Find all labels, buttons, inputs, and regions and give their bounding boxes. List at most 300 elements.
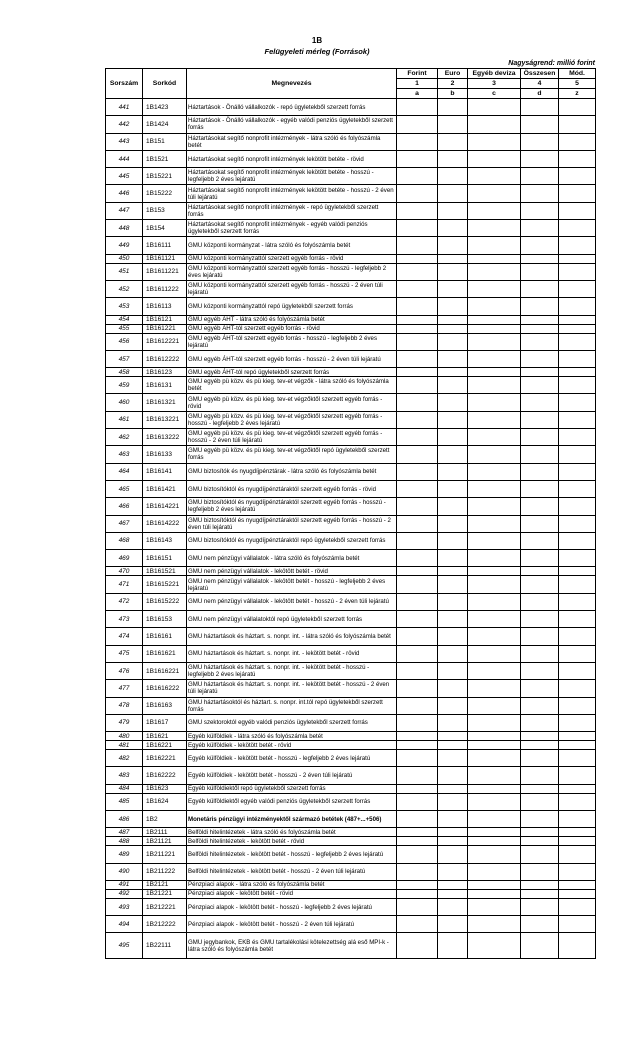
value-cell-total[interactable]: [521, 446, 559, 463]
value-cell-euro[interactable]: [438, 828, 468, 837]
value-cell-total[interactable]: [521, 220, 559, 237]
value-cell-euro[interactable]: [438, 645, 468, 662]
value-cell-total[interactable]: [521, 750, 559, 767]
value-cell-total[interactable]: [521, 333, 559, 350]
value-cell-total[interactable]: [521, 150, 559, 167]
value-cell-euro[interactable]: [438, 377, 468, 394]
value-cell-forint[interactable]: [397, 377, 438, 394]
value-cell-euro[interactable]: [438, 280, 468, 297]
value-cell-forint[interactable]: [397, 394, 438, 411]
row-code: 1B162221: [143, 750, 187, 767]
value-cell-mod[interactable]: [559, 429, 596, 446]
value-cell-forint[interactable]: [397, 515, 438, 532]
value-cell-total[interactable]: [521, 880, 559, 889]
value-cell-total[interactable]: [521, 810, 559, 827]
value-cell-forint[interactable]: [397, 202, 438, 219]
value-cell-total[interactable]: [521, 680, 559, 697]
value-cell-other-currency[interactable]: [468, 150, 521, 167]
value-cell-forint[interactable]: [397, 714, 438, 731]
row-number: 495: [106, 933, 143, 959]
value-cell-forint[interactable]: [397, 567, 438, 576]
value-cell-mod[interactable]: [559, 550, 596, 567]
value-cell-forint[interactable]: [397, 150, 438, 167]
value-cell-forint[interactable]: [397, 611, 438, 628]
value-cell-other-currency[interactable]: [468, 880, 521, 889]
value-cell-euro[interactable]: [438, 898, 468, 915]
value-cell-total[interactable]: [521, 429, 559, 446]
value-cell-mod[interactable]: [559, 411, 596, 428]
value-cell-forint[interactable]: [397, 784, 438, 793]
value-cell-total[interactable]: [521, 298, 559, 315]
row-number: 457: [106, 350, 143, 367]
value-cell-forint[interactable]: [397, 793, 438, 810]
value-cell-other-currency[interactable]: [468, 846, 521, 863]
value-cell-mod[interactable]: [559, 446, 596, 463]
value-cell-forint[interactable]: [397, 133, 438, 150]
value-cell-forint[interactable]: [397, 880, 438, 889]
value-cell-other-currency[interactable]: [468, 315, 521, 324]
value-cell-forint[interactable]: [397, 463, 438, 480]
value-cell-euro[interactable]: [438, 150, 468, 167]
value-cell-total[interactable]: [521, 662, 559, 679]
value-cell-mod[interactable]: [559, 463, 596, 480]
col-header-euro: Euro: [438, 69, 468, 79]
value-cell-total[interactable]: [521, 133, 559, 150]
row-code: 1B16141: [143, 463, 187, 480]
value-cell-euro[interactable]: [438, 220, 468, 237]
value-cell-euro[interactable]: [438, 350, 468, 367]
value-cell-other-currency[interactable]: [468, 576, 521, 593]
value-cell-mod[interactable]: [559, 662, 596, 679]
value-cell-other-currency[interactable]: [468, 793, 521, 810]
value-cell-other-currency[interactable]: [468, 593, 521, 610]
value-cell-forint[interactable]: [397, 593, 438, 610]
value-cell-forint[interactable]: [397, 662, 438, 679]
value-cell-euro[interactable]: [438, 315, 468, 324]
value-cell-mod[interactable]: [559, 254, 596, 263]
value-cell-forint[interactable]: [397, 889, 438, 898]
value-cell-other-currency[interactable]: [468, 429, 521, 446]
row-description: GMU háztartások és háztart. s. nonpr. int. - lekötött betét - rövid: [187, 645, 397, 662]
value-cell-euro[interactable]: [438, 846, 468, 863]
value-cell-forint[interactable]: [397, 333, 438, 350]
table-row: [106, 185, 596, 202]
value-cell-other-currency[interactable]: [468, 532, 521, 549]
value-cell-other-currency[interactable]: [468, 202, 521, 219]
value-cell-other-currency[interactable]: [468, 220, 521, 237]
table-row: [106, 515, 596, 532]
value-cell-forint[interactable]: [397, 254, 438, 263]
value-cell-total[interactable]: [521, 463, 559, 480]
value-cell-mod[interactable]: [559, 515, 596, 532]
value-cell-euro[interactable]: [438, 324, 468, 333]
row-code: 1B1613221: [143, 411, 187, 428]
value-cell-forint[interactable]: [397, 298, 438, 315]
row-description: GMU központi kormányzattól repó ügyletekből szerzett forrás: [187, 298, 397, 315]
value-cell-forint[interactable]: [397, 99, 438, 116]
value-cell-forint[interactable]: [397, 576, 438, 593]
row-code: 1B1611222: [143, 280, 187, 297]
value-cell-euro[interactable]: [438, 567, 468, 576]
value-cell-mod[interactable]: [559, 697, 596, 714]
value-cell-forint[interactable]: [397, 168, 438, 185]
value-cell-mod[interactable]: [559, 532, 596, 549]
value-cell-forint[interactable]: [397, 741, 438, 750]
value-cell-other-currency[interactable]: [468, 697, 521, 714]
value-cell-euro[interactable]: [438, 741, 468, 750]
value-cell-euro[interactable]: [438, 99, 468, 116]
value-cell-total[interactable]: [521, 498, 559, 515]
value-cell-other-currency[interactable]: [468, 263, 521, 280]
value-cell-total[interactable]: [521, 280, 559, 297]
value-cell-total[interactable]: [521, 767, 559, 784]
value-cell-mod[interactable]: [559, 714, 596, 731]
value-cell-total[interactable]: [521, 611, 559, 628]
value-cell-euro[interactable]: [438, 863, 468, 880]
value-cell-euro[interactable]: [438, 116, 468, 133]
value-cell-forint[interactable]: [397, 697, 438, 714]
value-cell-euro[interactable]: [438, 498, 468, 515]
row-description: Belföldi hitelintézetek - látra szóló és folyószámla betét: [187, 828, 397, 837]
value-cell-mod[interactable]: [559, 202, 596, 219]
value-cell-other-currency[interactable]: [468, 680, 521, 697]
value-cell-forint[interactable]: [397, 933, 438, 959]
value-cell-mod[interactable]: [559, 898, 596, 915]
value-cell-mod[interactable]: [559, 846, 596, 863]
row-number: 469: [106, 550, 143, 567]
value-cell-mod[interactable]: [559, 889, 596, 898]
value-cell-total[interactable]: [521, 550, 559, 567]
value-cell-other-currency[interactable]: [468, 784, 521, 793]
value-cell-forint[interactable]: [397, 185, 438, 202]
value-cell-euro[interactable]: [438, 368, 468, 377]
value-cell-mod[interactable]: [559, 741, 596, 750]
value-cell-total[interactable]: [521, 628, 559, 645]
value-cell-euro[interactable]: [438, 628, 468, 645]
value-cell-other-currency[interactable]: [468, 350, 521, 367]
value-cell-other-currency[interactable]: [468, 741, 521, 750]
value-cell-mod[interactable]: [559, 220, 596, 237]
value-cell-mod[interactable]: [559, 732, 596, 741]
value-cell-euro[interactable]: [438, 185, 468, 202]
value-cell-forint[interactable]: [397, 324, 438, 333]
value-cell-total[interactable]: [521, 714, 559, 731]
value-cell-total[interactable]: [521, 697, 559, 714]
value-cell-other-currency[interactable]: [468, 662, 521, 679]
value-cell-mod[interactable]: [559, 933, 596, 959]
value-cell-mod[interactable]: [559, 333, 596, 350]
value-cell-forint[interactable]: [397, 837, 438, 846]
value-cell-other-currency[interactable]: [468, 567, 521, 576]
value-cell-other-currency[interactable]: [468, 515, 521, 532]
value-cell-other-currency[interactable]: [468, 611, 521, 628]
value-cell-forint[interactable]: [397, 263, 438, 280]
value-cell-mod[interactable]: [559, 377, 596, 394]
value-cell-euro[interactable]: [438, 133, 468, 150]
value-cell-other-currency[interactable]: [468, 628, 521, 645]
value-cell-euro[interactable]: [438, 732, 468, 741]
value-cell-mod[interactable]: [559, 133, 596, 150]
value-cell-mod[interactable]: [559, 237, 596, 254]
value-cell-euro[interactable]: [438, 933, 468, 959]
value-cell-mod[interactable]: [559, 645, 596, 662]
value-cell-mod[interactable]: [559, 315, 596, 324]
value-cell-euro[interactable]: [438, 254, 468, 263]
row-code: 1B211222: [143, 863, 187, 880]
value-cell-mod[interactable]: [559, 280, 596, 297]
value-cell-mod[interactable]: [559, 750, 596, 767]
value-cell-forint[interactable]: [397, 315, 438, 324]
value-cell-other-currency[interactable]: [468, 714, 521, 731]
value-cell-forint[interactable]: [397, 732, 438, 741]
value-cell-forint[interactable]: [397, 498, 438, 515]
value-cell-mod[interactable]: [559, 567, 596, 576]
value-cell-forint[interactable]: [397, 116, 438, 133]
value-cell-other-currency[interactable]: [468, 168, 521, 185]
value-cell-total[interactable]: [521, 254, 559, 263]
value-cell-total[interactable]: [521, 846, 559, 863]
value-cell-other-currency[interactable]: [468, 898, 521, 915]
value-cell-total[interactable]: [521, 394, 559, 411]
value-cell-forint[interactable]: [397, 645, 438, 662]
value-cell-total[interactable]: [521, 889, 559, 898]
value-cell-forint[interactable]: [397, 220, 438, 237]
value-cell-mod[interactable]: [559, 368, 596, 377]
value-cell-euro[interactable]: [438, 680, 468, 697]
value-cell-forint[interactable]: [397, 863, 438, 880]
value-cell-euro[interactable]: [438, 446, 468, 463]
value-cell-mod[interactable]: [559, 298, 596, 315]
value-cell-euro[interactable]: [438, 333, 468, 350]
row-number: 454: [106, 315, 143, 324]
value-cell-forint[interactable]: [397, 916, 438, 933]
value-cell-mod[interactable]: [559, 837, 596, 846]
value-cell-mod[interactable]: [559, 350, 596, 367]
value-cell-other-currency[interactable]: [468, 411, 521, 428]
value-cell-mod[interactable]: [559, 498, 596, 515]
row-description: GMU biztosítók és nyugdíjpénztárak - látra szóló és folyószámla betét: [187, 463, 397, 480]
value-cell-other-currency[interactable]: [468, 645, 521, 662]
value-cell-mod[interactable]: [559, 767, 596, 784]
value-cell-mod[interactable]: [559, 880, 596, 889]
value-cell-forint[interactable]: [397, 828, 438, 837]
table-row: [106, 863, 596, 880]
value-cell-other-currency[interactable]: [468, 828, 521, 837]
value-cell-other-currency[interactable]: [468, 237, 521, 254]
value-cell-other-currency[interactable]: [468, 810, 521, 827]
value-cell-other-currency[interactable]: [468, 837, 521, 846]
value-cell-other-currency[interactable]: [468, 933, 521, 959]
value-cell-euro[interactable]: [438, 750, 468, 767]
value-cell-total[interactable]: [521, 837, 559, 846]
value-cell-total[interactable]: [521, 202, 559, 219]
value-cell-euro[interactable]: [438, 394, 468, 411]
value-cell-total[interactable]: [521, 368, 559, 377]
value-cell-total[interactable]: [521, 863, 559, 880]
value-cell-forint[interactable]: [397, 750, 438, 767]
value-cell-total[interactable]: [521, 916, 559, 933]
value-cell-total[interactable]: [521, 263, 559, 280]
value-cell-euro[interactable]: [438, 480, 468, 497]
value-cell-mod[interactable]: [559, 810, 596, 827]
value-cell-forint[interactable]: [397, 810, 438, 827]
value-cell-total[interactable]: [521, 732, 559, 741]
value-cell-other-currency[interactable]: [468, 116, 521, 133]
value-cell-other-currency[interactable]: [468, 498, 521, 515]
value-cell-mod[interactable]: [559, 324, 596, 333]
value-cell-forint[interactable]: [397, 368, 438, 377]
value-cell-euro[interactable]: [438, 429, 468, 446]
value-cell-forint[interactable]: [397, 532, 438, 549]
value-cell-euro[interactable]: [438, 714, 468, 731]
value-cell-total[interactable]: [521, 741, 559, 750]
value-cell-other-currency[interactable]: [468, 480, 521, 497]
value-cell-euro[interactable]: [438, 298, 468, 315]
row-description: Pénzpiaci alapok - lekötött betét - hosszú - 2 éven túli lejáratú: [187, 916, 397, 933]
value-cell-other-currency[interactable]: [468, 185, 521, 202]
value-cell-other-currency[interactable]: [468, 889, 521, 898]
row-code: 1B1521: [143, 150, 187, 167]
value-cell-mod[interactable]: [559, 394, 596, 411]
value-cell-total[interactable]: [521, 185, 559, 202]
value-cell-forint[interactable]: [397, 237, 438, 254]
value-cell-euro[interactable]: [438, 916, 468, 933]
value-cell-mod[interactable]: [559, 150, 596, 167]
value-cell-mod[interactable]: [559, 784, 596, 793]
value-cell-forint[interactable]: [397, 628, 438, 645]
value-cell-mod[interactable]: [559, 628, 596, 645]
value-cell-other-currency[interactable]: [468, 750, 521, 767]
value-cell-euro[interactable]: [438, 576, 468, 593]
value-cell-euro[interactable]: [438, 237, 468, 254]
value-cell-total[interactable]: [521, 532, 559, 549]
value-cell-forint[interactable]: [397, 846, 438, 863]
value-cell-mod[interactable]: [559, 611, 596, 628]
value-cell-other-currency[interactable]: [468, 550, 521, 567]
value-cell-mod[interactable]: [559, 99, 596, 116]
value-cell-other-currency[interactable]: [468, 368, 521, 377]
value-cell-total[interactable]: [521, 411, 559, 428]
value-cell-total[interactable]: [521, 898, 559, 915]
value-cell-total[interactable]: [521, 168, 559, 185]
value-cell-euro[interactable]: [438, 810, 468, 827]
value-cell-mod[interactable]: [559, 863, 596, 880]
value-cell-total[interactable]: [521, 324, 559, 333]
value-cell-mod[interactable]: [559, 480, 596, 497]
row-number: 470: [106, 567, 143, 576]
value-cell-euro[interactable]: [438, 515, 468, 532]
value-cell-other-currency[interactable]: [468, 133, 521, 150]
value-cell-forint[interactable]: [397, 898, 438, 915]
value-cell-total[interactable]: [521, 480, 559, 497]
value-cell-other-currency[interactable]: [468, 377, 521, 394]
value-cell-total[interactable]: [521, 377, 559, 394]
row-description: GMU nem pénzügyi vállalatok - látra szóló és folyószámla betét: [187, 550, 397, 567]
value-cell-euro[interactable]: [438, 697, 468, 714]
value-cell-euro[interactable]: [438, 611, 468, 628]
value-cell-other-currency[interactable]: [468, 324, 521, 333]
value-cell-euro[interactable]: [438, 593, 468, 610]
value-cell-euro[interactable]: [438, 889, 468, 898]
value-cell-total[interactable]: [521, 515, 559, 532]
value-cell-total[interactable]: [521, 99, 559, 116]
value-cell-mod[interactable]: [559, 916, 596, 933]
value-cell-euro[interactable]: [438, 202, 468, 219]
value-cell-total[interactable]: [521, 593, 559, 610]
value-cell-other-currency[interactable]: [468, 99, 521, 116]
row-code: 1B212222: [143, 916, 187, 933]
value-cell-mod[interactable]: [559, 680, 596, 697]
value-cell-other-currency[interactable]: [468, 298, 521, 315]
value-cell-forint[interactable]: [397, 411, 438, 428]
value-cell-total[interactable]: [521, 315, 559, 324]
value-cell-other-currency[interactable]: [468, 767, 521, 784]
value-cell-other-currency[interactable]: [468, 394, 521, 411]
value-cell-euro[interactable]: [438, 793, 468, 810]
value-cell-mod[interactable]: [559, 116, 596, 133]
value-cell-forint[interactable]: [397, 446, 438, 463]
value-cell-euro[interactable]: [438, 837, 468, 846]
value-cell-total[interactable]: [521, 237, 559, 254]
value-cell-total[interactable]: [521, 116, 559, 133]
row-number: 475: [106, 645, 143, 662]
value-cell-euro[interactable]: [438, 168, 468, 185]
value-cell-mod[interactable]: [559, 576, 596, 593]
value-cell-total[interactable]: [521, 350, 559, 367]
value-cell-forint[interactable]: [397, 280, 438, 297]
value-cell-other-currency[interactable]: [468, 863, 521, 880]
value-cell-euro[interactable]: [438, 532, 468, 549]
value-cell-other-currency[interactable]: [468, 446, 521, 463]
value-cell-other-currency[interactable]: [468, 916, 521, 933]
value-cell-other-currency[interactable]: [468, 280, 521, 297]
value-cell-other-currency[interactable]: [468, 732, 521, 741]
row-code: 1B16121: [143, 315, 187, 324]
value-cell-total[interactable]: [521, 933, 559, 959]
value-cell-forint[interactable]: [397, 767, 438, 784]
value-cell-forint[interactable]: [397, 480, 438, 497]
value-cell-euro[interactable]: [438, 411, 468, 428]
value-cell-total[interactable]: [521, 828, 559, 837]
value-cell-other-currency[interactable]: [468, 333, 521, 350]
value-cell-other-currency[interactable]: [468, 463, 521, 480]
value-cell-mod[interactable]: [559, 168, 596, 185]
value-cell-total[interactable]: [521, 793, 559, 810]
value-cell-total[interactable]: [521, 567, 559, 576]
value-cell-euro[interactable]: [438, 550, 468, 567]
value-cell-mod[interactable]: [559, 263, 596, 280]
value-cell-total[interactable]: [521, 576, 559, 593]
value-cell-euro[interactable]: [438, 463, 468, 480]
value-cell-total[interactable]: [521, 645, 559, 662]
value-cell-forint[interactable]: [397, 680, 438, 697]
value-cell-euro[interactable]: [438, 767, 468, 784]
value-cell-euro[interactable]: [438, 784, 468, 793]
value-cell-mod[interactable]: [559, 828, 596, 837]
value-cell-euro[interactable]: [438, 263, 468, 280]
value-cell-forint[interactable]: [397, 550, 438, 567]
value-cell-total[interactable]: [521, 784, 559, 793]
row-number: 480: [106, 732, 143, 741]
value-cell-forint[interactable]: [397, 429, 438, 446]
value-cell-forint[interactable]: [397, 350, 438, 367]
value-cell-mod[interactable]: [559, 185, 596, 202]
value-cell-mod[interactable]: [559, 793, 596, 810]
value-cell-mod[interactable]: [559, 593, 596, 610]
value-cell-euro[interactable]: [438, 662, 468, 679]
value-cell-other-currency[interactable]: [468, 254, 521, 263]
value-cell-euro[interactable]: [438, 880, 468, 889]
